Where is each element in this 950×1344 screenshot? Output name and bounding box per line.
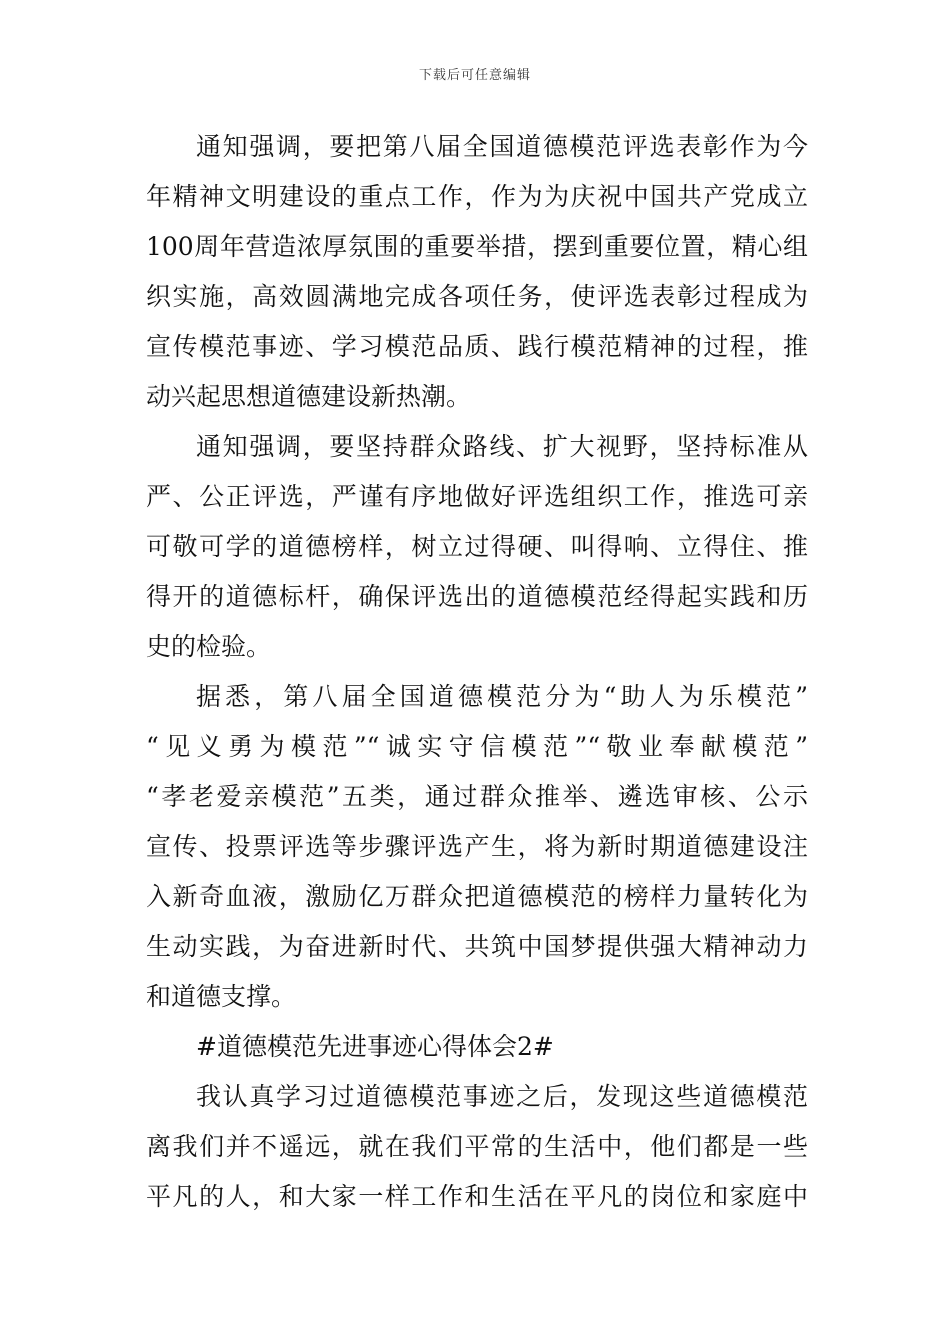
text-line: 生动实践，为奋进新时代、共筑中国梦提供强大精神动力 bbox=[146, 932, 808, 961]
text-line: 宣传、投票评选等步骤评选产生，将为新时期道德建设注 bbox=[146, 832, 808, 861]
text-line: 可敬可学的道德榜样，树立过得硬、叫得响、立得住、推 bbox=[146, 532, 808, 561]
text-line: “孝老爱亲模范”五类，通过群众推举、遴选审核、公示 bbox=[146, 782, 808, 811]
text-line: “见义勇为模范”“诚实守信模范”“敬业奉献模范” bbox=[146, 732, 808, 761]
text-line: 动兴起思想道德建设新热潮。 bbox=[146, 382, 472, 411]
section-heading: #道德模范先进事迹心得体会2# bbox=[196, 1032, 554, 1061]
text-line: 离我们并不遥远，就在我们平常的生活中，他们都是一些 bbox=[146, 1132, 808, 1161]
text-line: 严、公正评选，严谨有序地做好评选组织工作，推选可亲 bbox=[146, 482, 808, 511]
text-line: 通知强调，要坚持群众路线、扩大视野，坚持标准从 bbox=[196, 432, 808, 461]
document-body bbox=[146, 122, 808, 1222]
text-line: 100周年营造浓厚氛围的重要举措，摆到重要位置，精心组 bbox=[146, 232, 808, 261]
text-line: 宣传模范事迹、学习模范品质、践行模范精神的过程，推 bbox=[146, 332, 808, 361]
text-line: 和道德支撑。 bbox=[146, 982, 297, 1011]
text-line: 据悉，第八届全国道德模范分为“助人为乐模范” bbox=[196, 682, 808, 711]
text-line: 通知强调，要把第八届全国道德模范评选表彰作为今 bbox=[196, 132, 808, 161]
text-line: 织实施，高效圆满地完成各项任务，使评选表彰过程成为 bbox=[146, 282, 808, 311]
text-line: 入新奇血液，激励亿万群众把道德模范的榜样力量转化为 bbox=[146, 882, 808, 911]
text-line: 我认真学习过道德模范事迹之后，发现这些道德模范 bbox=[196, 1082, 808, 1111]
page-header-watermark: 下载后可任意编辑 bbox=[418, 68, 531, 83]
text-line: 平凡的人，和大家一样工作和生活在平凡的岗位和家庭中 bbox=[146, 1182, 808, 1211]
text-line: 得开的道德标杆，确保评选出的道德模范经得起实践和历 bbox=[146, 582, 808, 611]
text-line: 年精神文明建设的重点工作，作为为庆祝中国共产党成立 bbox=[146, 182, 808, 211]
text-line: 史的检验。 bbox=[146, 632, 272, 661]
